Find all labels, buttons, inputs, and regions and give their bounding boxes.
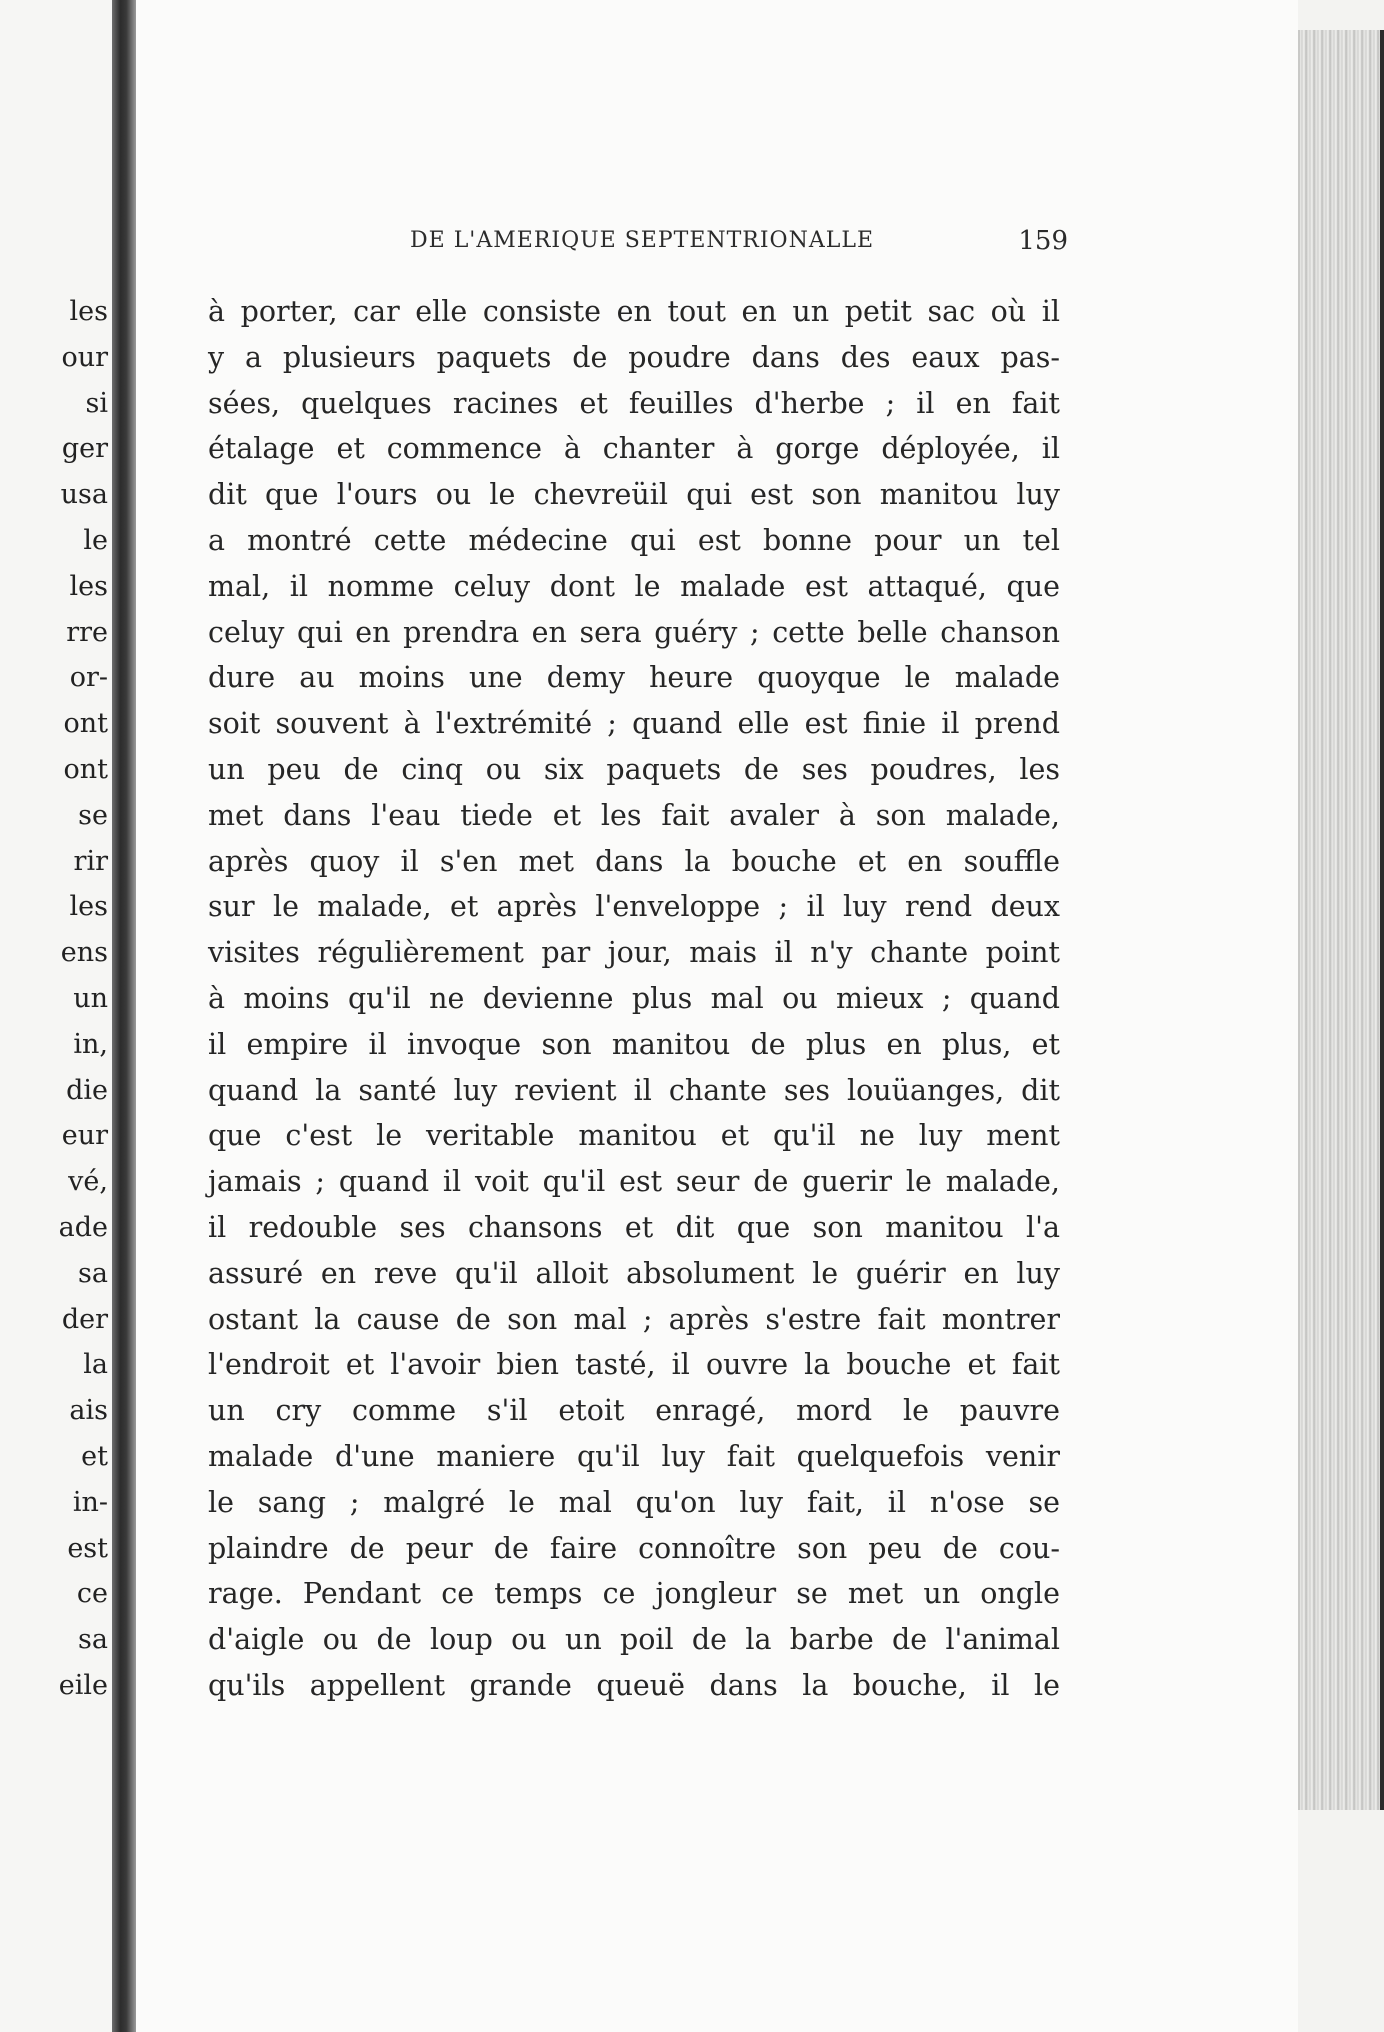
left-page-line-fragment: ger (61, 433, 108, 465)
text-line: à moins qu'il ne devienne plus mal ou mieux ; quand (208, 981, 1060, 1015)
left-page-line-fragment: et (81, 1441, 108, 1472)
left-page-line-fragment: eile (58, 1670, 108, 1701)
text-line: le sang ; malgré le mal qu'on luy fait, il n'ose se (208, 1485, 1060, 1519)
left-page-line-fragment: ont (63, 754, 108, 785)
binding-gutter (112, 0, 136, 2032)
text-line: l'endroit et l'avoir bien tasté, il ouvre la bouche et fait (208, 1348, 1060, 1382)
text-line: un peu de cinq ou six paquets de ses poudres, les (208, 752, 1060, 786)
left-page-line-fragment: sa (78, 1257, 108, 1289)
text-line: à porter, car elle consiste en tout en un petit sac où il (208, 295, 1060, 328)
text-line: mal, il nomme celuy dont le malade est attaqué, que (208, 569, 1060, 603)
left-page-line-fragment: eur (61, 1120, 108, 1152)
left-page-line-fragment: vé, (68, 1166, 108, 1198)
left-page-line-fragment: ce (76, 1578, 108, 1610)
left-page-line-fragment: or- (69, 662, 108, 694)
text-line: celuy qui en prendra en sera guéry ; cette belle chanson (208, 615, 1060, 649)
text-line: malade d'une maniere qu'il luy fait quelquefois venir (208, 1439, 1060, 1473)
text-line: il redouble ses chansons et dit que son manitou l'a (208, 1210, 1060, 1244)
left-page-line-fragment: le (83, 525, 108, 556)
left-page-line-fragment: les (69, 296, 108, 327)
page-block-edges (1298, 30, 1384, 1810)
body-text (208, 289, 1060, 1709)
text-line: jamais ; quand il voit qu'il est seur de guerir le malade, (208, 1165, 1060, 1199)
text-line: dure au moins une demy heure quoyque le malade (208, 661, 1060, 695)
text-line: ostant la cause de son mal ; après s'estre fait montrer (208, 1302, 1060, 1336)
left-page-line-fragment: ais (69, 1395, 108, 1427)
left-page-line-fragment: se (78, 799, 108, 831)
text-line: qu'ils appellent grande queuë dans la bouche, il le (208, 1668, 1060, 1702)
text-line: dit que l'ours ou le chevreüil qui est son manitou luy (208, 478, 1060, 512)
left-page-line-fragment: ont (63, 708, 108, 740)
running-title: DE L'AMERIQUE SEPTENTRIONALLE (410, 228, 875, 253)
text-line: a montré cette médecine qui est bonne pour un tel (208, 523, 1060, 557)
left-page-line-fragment: les (69, 891, 108, 923)
left-facing-page (0, 0, 112, 2032)
text-line: sées, quelques racines et feuilles d'herbe ; il en fait (208, 386, 1060, 420)
text-line: il empire il invoque son manitou de plus en plus, et (208, 1027, 1060, 1061)
left-page-line-fragment: rre (66, 616, 108, 648)
text-line: que c'est le veritable manitou et qu'il ne luy ment (208, 1119, 1060, 1153)
left-page-line-fragment: die (66, 1074, 108, 1106)
left-page-line-fragment: usa (60, 479, 108, 511)
text-line: visites régulièrement par jour, mais il n'y chante point (208, 936, 1060, 970)
left-page-line-fragment: in- (72, 1486, 108, 1518)
text-line: sur le malade, et après l'enveloppe ; il luy rend deux (208, 890, 1060, 924)
left-page-line-fragment: rir (73, 845, 108, 877)
left-page-line-fragment: un (73, 983, 108, 1014)
left-page-line-fragment: our (61, 341, 108, 373)
text-line: quand la santé luy revient il chante ses louüanges, dit (208, 1073, 1060, 1107)
left-page-line-fragment: les (69, 570, 108, 602)
text-line: soit souvent à l'extrémité ; quand elle est finie il prend (208, 707, 1060, 741)
text-line: rage. Pendant ce temps ce jongleur se met un ongle (208, 1577, 1060, 1611)
left-page-line-fragment: est (67, 1532, 108, 1564)
text-line: assuré en reve qu'il alloit absolument le guérir en luy (208, 1256, 1060, 1290)
text-line: un cry comme s'il etoit enragé, mord le pauvre (208, 1394, 1060, 1428)
running-head (276, 228, 1068, 264)
text-line: met dans l'eau tiede et les fait avaler à son malade, (208, 798, 1060, 832)
page-number: 159 (1018, 226, 1068, 256)
left-page-line-fragment: la (83, 1349, 108, 1381)
left-page-line-fragment: ade (58, 1212, 108, 1243)
left-page-line-fragment: sa (78, 1624, 108, 1656)
text-line: plaindre de peur de faire connoître son peu de cou- (208, 1531, 1060, 1565)
left-page-line-fragment: ens (60, 937, 108, 969)
text-line: après quoy il s'en met dans la bouche et en souffle (208, 844, 1060, 878)
left-page-line-fragment: si (85, 387, 108, 419)
left-page-line-fragment: der (61, 1303, 108, 1335)
text-line: d'aigle ou de loup ou un poil de la barbe de l'animal (208, 1623, 1060, 1657)
left-page-line-fragment: in, (73, 1028, 108, 1060)
text-line: y a plusieurs paquets de poudre dans des eaux pas- (208, 340, 1060, 374)
text-line: étalage et commence à chanter à gorge déployée, il (208, 432, 1060, 466)
